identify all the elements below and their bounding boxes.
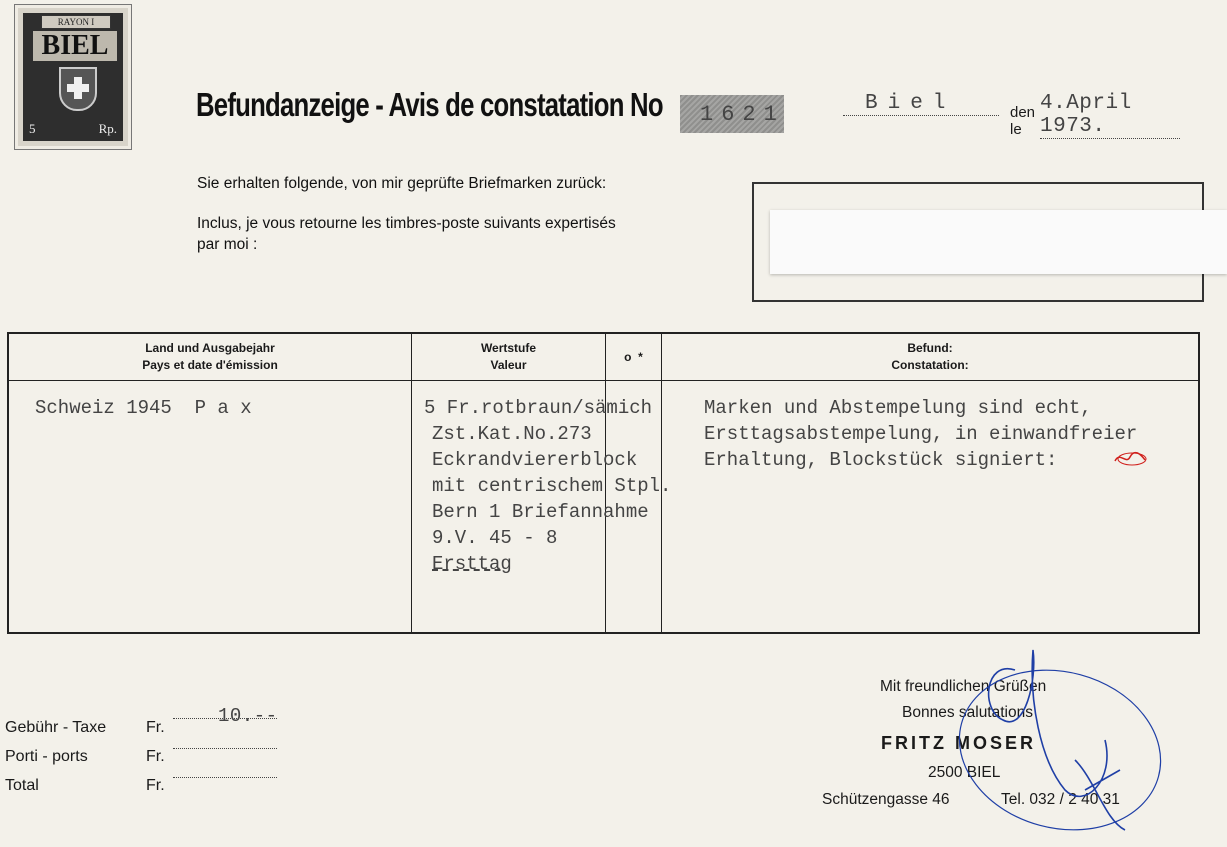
handwritten-signature: [955, 640, 1175, 840]
sender-name: FRITZ MOSER: [881, 733, 1036, 753]
swiss-shield-icon: [59, 67, 97, 111]
sender-phone: Tel. 032 / 2 40 31: [1001, 791, 1120, 808]
fee-line: [173, 748, 277, 749]
fee-currency: Fr.: [146, 777, 165, 794]
stamp-table: [7, 332, 1200, 634]
valeur-line: 9.V. 45 - 8: [432, 527, 558, 549]
stamp-rayon-label: RAYON I: [41, 15, 111, 29]
paper-tape: [770, 210, 1227, 274]
cell-land: [8, 381, 412, 634]
closing-de: Mit freundlichen Grüßen: [880, 678, 1047, 695]
postage-stamp: [14, 4, 132, 150]
intro-line-fr-2: par moi :: [197, 236, 258, 253]
place-field: Biel: [843, 92, 999, 116]
befund-line: Erhaltung, Blockstück signiert:: [704, 449, 1058, 471]
le-label: le: [1010, 121, 1022, 138]
intro-line-de: Sie erhalten folgende, von mir geprüfte Briefmarken zurück:: [197, 175, 607, 192]
table-row: [8, 381, 1199, 634]
document-title: Befundanzeige - Avis de constatation No: [196, 86, 663, 123]
cell-valeur: [412, 381, 672, 634]
red-mark-icon: [1112, 449, 1148, 469]
intro-line-fr: Inclus, je vous retourne les timbres-poste suivants expertisés: [197, 215, 616, 232]
col-header-marks: o *: [606, 333, 662, 381]
valeur-line: Eckrandviererblock: [432, 449, 638, 471]
stamp-value: 5: [29, 121, 36, 136]
valeur-line: 5 Fr.rotbraun/sämich: [424, 397, 653, 419]
sender-street: Schützengasse 46: [822, 791, 950, 808]
fee-value: 10.--: [218, 705, 278, 727]
col-header-befund: Befund: Constatation:: [662, 333, 1200, 381]
sender-city: 2500 BIEL: [928, 764, 1001, 781]
col-header-valeur: Wertstufe Valeur: [412, 333, 606, 381]
den-label: den: [1010, 104, 1036, 121]
fee-label-ports: Porti - ports: [5, 748, 88, 765]
valeur-line: Ersttag: [432, 553, 512, 575]
stamp-image: [23, 13, 123, 141]
fee-currency: Fr.: [146, 748, 165, 765]
valeur-line: mit centrischem Stpl.: [432, 475, 672, 497]
certificate-number: 1621: [700, 102, 785, 127]
land-text: Schweiz 1945 P a x: [35, 397, 252, 419]
fee-label-total: Total: [5, 777, 39, 794]
valeur-line: Bern 1 Briefannahme: [432, 501, 649, 523]
fee-label-taxe: Gebühr - Taxe: [5, 719, 107, 736]
valeur-line: Zst.Kat.No.273: [432, 423, 592, 445]
fee-line: [173, 777, 277, 778]
cell-marks: [606, 381, 662, 634]
cell-befund: [662, 381, 1200, 634]
col-header-land: Land und Ausgabejahr Pays et date d'émission: [8, 333, 412, 381]
date-field: 4.April 1973.: [1040, 92, 1180, 139]
befund-line: Ersttagsabstempelung, in einwandfreier: [704, 423, 1138, 445]
fee-currency: Fr.: [146, 719, 165, 736]
befund-line: Marken und Abstempelung sind echt,: [704, 397, 1092, 419]
stamp-unit: Rp.: [98, 121, 117, 136]
stamp-place-label: BIEL: [33, 31, 117, 61]
number-label: No: [630, 86, 663, 123]
closing-fr: Bonnes salutations: [902, 704, 1033, 721]
